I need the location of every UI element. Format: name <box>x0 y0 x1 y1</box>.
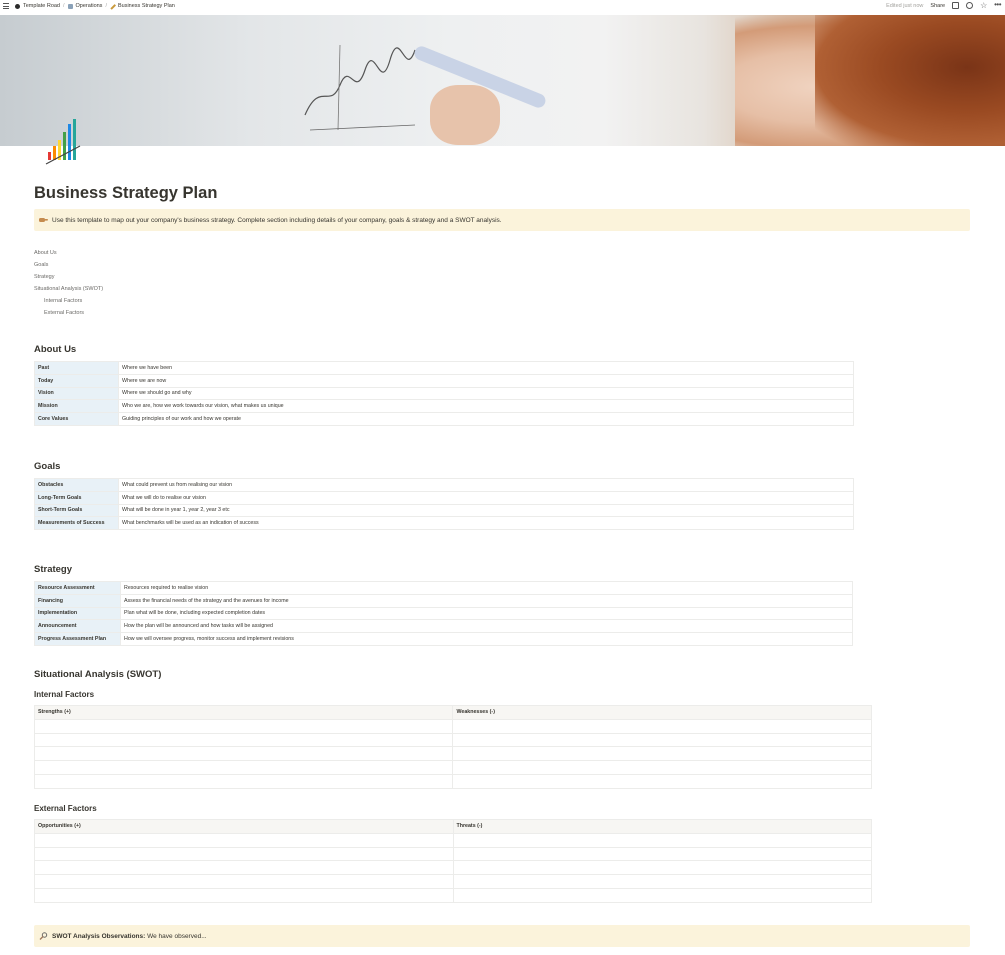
table-row <box>35 582 853 595</box>
weaknesses-cell[interactable] <box>453 761 872 775</box>
weaknesses-cell[interactable] <box>453 774 872 788</box>
table-key-cell[interactable]: Progress Assessment Plan <box>35 633 121 646</box>
toc-item-about-us[interactable]: About Us <box>34 250 57 256</box>
breadcrumb-operations-label: Operations <box>75 3 103 9</box>
comment-icon[interactable] <box>952 2 959 9</box>
threats-cell[interactable] <box>453 861 872 875</box>
opportunities-cell[interactable] <box>35 847 454 861</box>
table-header-row <box>35 706 872 720</box>
table-row <box>35 761 872 775</box>
breadcrumb-separator: / <box>63 3 65 9</box>
strategy-table <box>34 581 853 646</box>
workspace-icon <box>15 4 20 9</box>
table-row <box>35 633 853 646</box>
table-key-cell[interactable]: Today <box>35 374 119 387</box>
table-value-cell[interactable]: How we will oversee progress, monitor success and implement revisions <box>121 633 853 646</box>
observations-callout[interactable] <box>34 925 970 947</box>
table-value-cell[interactable]: What could prevent us from realising our vision <box>119 479 854 492</box>
table-key-cell[interactable]: Core Values <box>35 413 119 426</box>
whiteboard-writing <box>300 40 420 135</box>
table-value-cell[interactable]: Assess the financial needs of the strategy and the avenues for income <box>121 594 853 607</box>
toc-item-external-factors[interactable]: External Factors <box>44 310 85 316</box>
table-row <box>35 479 854 492</box>
table-row <box>35 833 872 847</box>
table-value-cell[interactable]: Plan what will be done, including expected completion dates <box>121 607 853 620</box>
table-row <box>35 594 853 607</box>
internal-factors-table <box>34 705 872 789</box>
table-row <box>35 875 872 889</box>
toc-item-strategy[interactable]: Strategy <box>34 274 55 280</box>
weaknesses-cell[interactable] <box>453 747 872 761</box>
observations-text: We have observed... <box>145 932 207 940</box>
table-value-cell[interactable]: What benchmarks will be used as an indication of success <box>119 517 854 530</box>
table-value-cell[interactable]: How the plan will be announced and how tasks will be assigned <box>121 620 853 633</box>
threats-cell[interactable] <box>453 888 872 902</box>
table-row <box>35 413 854 426</box>
threats-cell[interactable] <box>453 833 872 847</box>
breadcrumb-current-label: Business Strategy Plan <box>117 3 175 9</box>
page-title[interactable]: Business Strategy Plan <box>34 184 218 202</box>
breadcrumb <box>15 3 175 9</box>
internal-factors-heading[interactable]: Internal Factors <box>34 690 95 699</box>
table-of-contents <box>34 249 103 321</box>
goals-heading[interactable]: Goals <box>34 461 61 472</box>
strategy-heading[interactable]: Strategy <box>34 564 73 575</box>
top-bar-actions <box>886 2 1001 9</box>
table-value-cell[interactable]: Resources required to realise vision <box>121 582 853 595</box>
opportunities-cell[interactable] <box>35 888 454 902</box>
breadcrumb-current-page[interactable] <box>110 3 175 9</box>
external-factors-table <box>34 819 872 903</box>
table-value-cell[interactable]: Who we are, how we work towards our vision, what makes us unique <box>119 400 854 413</box>
table-key-cell[interactable]: Mission <box>35 400 119 413</box>
strengths-cell[interactable] <box>35 774 453 788</box>
breadcrumb-workspace-label: Template Road <box>23 3 60 9</box>
breadcrumb-separator: / <box>105 3 107 9</box>
about-us-table <box>34 361 854 426</box>
opportunities-header[interactable]: Opportunities (+) <box>35 820 454 834</box>
bar-chart-icon[interactable] <box>44 116 82 166</box>
threats-cell[interactable] <box>453 847 872 861</box>
star-icon[interactable]: ☆ <box>980 1 988 10</box>
strengths-header[interactable]: Strengths (+) <box>35 706 453 720</box>
more-options-icon[interactable]: ••• <box>994 0 1001 9</box>
table-row <box>35 888 872 902</box>
strengths-cell[interactable] <box>35 733 453 747</box>
opportunities-cell[interactable] <box>35 833 454 847</box>
pointing-hand-icon <box>39 216 48 224</box>
building-icon <box>68 4 73 9</box>
table-row <box>35 387 854 400</box>
toc-item-swot[interactable]: Situational Analysis (SWOT) <box>34 286 104 292</box>
table-row <box>35 504 854 517</box>
table-value-cell[interactable]: What we will do to realise our vision <box>119 491 854 504</box>
table-row <box>35 620 853 633</box>
magnifier-icon <box>39 932 48 940</box>
toc-item-internal-factors[interactable]: Internal Factors <box>44 298 83 304</box>
table-row <box>35 607 853 620</box>
table-row <box>35 861 872 875</box>
hair <box>815 15 1005 146</box>
share-button[interactable]: Share <box>930 2 946 9</box>
table-value-cell[interactable]: Where we have been <box>119 362 854 375</box>
table-row <box>35 374 854 387</box>
table-value-cell[interactable]: Where we should go and why <box>119 387 854 400</box>
table-row <box>35 400 854 413</box>
opportunities-cell[interactable] <box>35 861 454 875</box>
menu-icon[interactable] <box>3 3 9 9</box>
table-row <box>35 719 872 733</box>
table-row <box>35 733 872 747</box>
table-key-cell[interactable]: Long-Term Goals <box>35 491 119 504</box>
table-row <box>35 491 854 504</box>
opportunities-cell[interactable] <box>35 875 454 889</box>
table-key-cell[interactable]: Past <box>35 362 119 375</box>
table-key-cell[interactable]: Vision <box>35 387 119 400</box>
external-factors-heading[interactable]: External Factors <box>34 804 97 813</box>
edited-status: Edited just now <box>886 2 924 9</box>
intro-callout[interactable] <box>34 209 970 231</box>
toc-item-goals[interactable]: Goals <box>34 262 49 268</box>
table-key-cell[interactable]: Resource Assessment <box>35 582 121 595</box>
table-key-cell[interactable]: Implementation <box>35 607 121 620</box>
table-value-cell[interactable]: What will be done in year 1, year 2, year 3 etc <box>119 504 854 517</box>
clock-icon[interactable] <box>966 2 973 9</box>
table-row <box>35 847 872 861</box>
cover-image[interactable] <box>0 15 1005 146</box>
about-us-heading[interactable]: About Us <box>34 344 77 355</box>
threats-header[interactable]: Threats (-) <box>453 820 872 834</box>
pen-icon <box>110 4 115 9</box>
threats-cell[interactable] <box>453 875 872 889</box>
table-key-cell[interactable]: Short-Term Goals <box>35 504 119 517</box>
intro-callout-text: Use this template to map out your company's business strategy. Complete section including details of your company, goals & strategy and a SWOT analysis. <box>52 216 502 224</box>
table-key-cell[interactable]: Financing <box>35 594 121 607</box>
strengths-cell[interactable] <box>35 747 453 761</box>
table-key-cell[interactable]: Obstacles <box>35 479 119 492</box>
hand <box>430 85 500 145</box>
observations-label: SWOT Analysis Observations: <box>52 932 146 940</box>
table-row <box>35 517 854 530</box>
table-header-row <box>35 820 872 834</box>
strengths-cell[interactable] <box>35 719 453 733</box>
breadcrumb-operations[interactable] <box>68 3 103 9</box>
weaknesses-cell[interactable] <box>453 733 872 747</box>
table-value-cell[interactable]: Where we are now <box>119 374 854 387</box>
table-row <box>35 774 872 788</box>
table-value-cell[interactable]: Guiding principles of our work and how we operate <box>119 413 854 426</box>
goals-table <box>34 478 854 530</box>
top-bar <box>0 0 1005 14</box>
table-key-cell[interactable]: Measurements of Success <box>35 517 119 530</box>
weaknesses-cell[interactable] <box>453 719 872 733</box>
table-row <box>35 362 854 375</box>
table-key-cell[interactable]: Announcement <box>35 620 121 633</box>
weaknesses-header[interactable]: Weaknesses (-) <box>453 706 872 720</box>
swot-heading[interactable]: Situational Analysis (SWOT) <box>34 669 162 680</box>
strengths-cell[interactable] <box>35 761 453 775</box>
breadcrumb-workspace[interactable] <box>15 3 60 9</box>
table-row <box>35 747 872 761</box>
